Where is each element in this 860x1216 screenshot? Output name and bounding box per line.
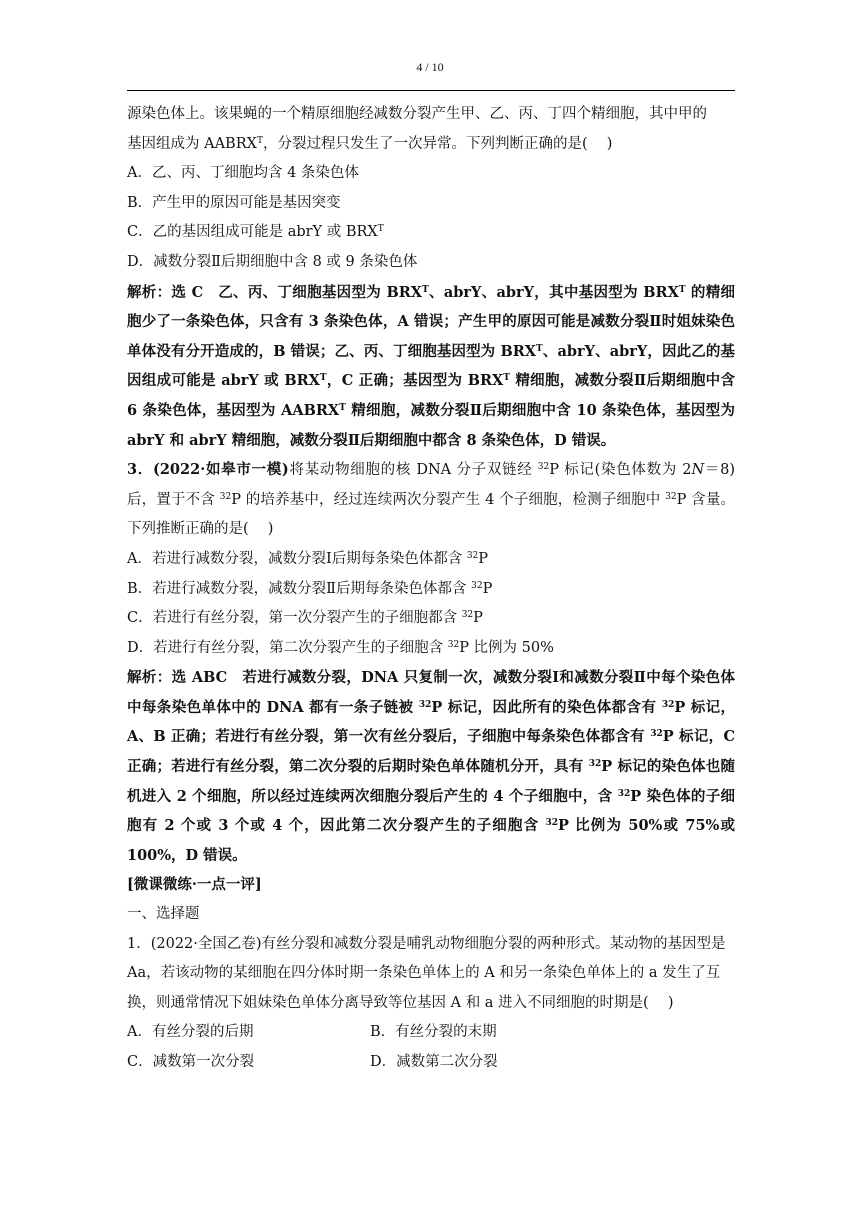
- q3-source: (2022·如皋市一模): [152, 461, 289, 479]
- explanation-label: 解析：: [127, 283, 172, 301]
- header-rule: [127, 90, 735, 91]
- answer: 选 ABC: [171, 669, 243, 687]
- q1-options-row2: [127, 1048, 735, 1078]
- q3-explanation: 解析：选 ABC 若进行减数分裂，DNA 只复制一次，减数分裂Ⅰ和减数分裂Ⅱ中每个染色体中每条染色单体中的 DNA 都有一条子链被 $^{32}$P 标记，因此所有的染色体都含有 $^{32}$P 标记，A、B 正确；若进行有丝分裂，第一次有丝分裂后，子细胞中每条染色体都含有 $^{32}$P 标记，C 正确；若进行有丝分裂，第二次分裂的后期时染色单体随机分开，具有 $^{32}$P 标记的染色体也随机进入 2 个细胞，所以经过连续两次细胞分裂后产生的 4 个子细胞中，含 $^{32}$P 染色体的子细胞有 2 个或 3 个或 4 个，因此第二次分裂产生的子细胞含 $^{32}$P 比例为 50%或 75%或 100%，D 错误。: [127, 669, 736, 864]
- q1-stem-line2: Aa，若该动物的某细胞在四分体时期一条染色单体上的 A 和另一条染色单体上的 a 发生了互: [127, 965, 721, 982]
- q1-stem-line1: 1．(2022·全国乙卷)有丝分裂和减数分裂是哺乳动物细胞分裂的两种形式。某动物的基因型是: [127, 935, 726, 952]
- page-content: [127, 100, 735, 1078]
- q3-stem: 3．(2022·如皋市一模)将某动物细胞的核 DNA 分子双链经 $^{32}$P 标记(染色体数为 2N＝8)后，置于不含 $^{32}$P 的培养基中，经过连续两次分裂产生 4 个子细胞，检测子细胞中 $^{32}$P 含量。下列推断正确的是( ): [127, 461, 736, 538]
- answer: 选 C: [171, 283, 219, 301]
- q2-option-d: D．减数分裂Ⅱ后期细胞中含 8 或 9 条染色体: [127, 253, 418, 270]
- q3-option-a: A．若进行减数分裂，减数分裂Ⅰ后期每条染色体都含 $^{32}$P: [127, 550, 489, 567]
- q3-option-c: C．若进行有丝分裂，第一次分裂产生的子细胞都含 $^{32}$P: [127, 610, 483, 627]
- q2-option-c: C．乙的基因组成可能是 abrY 或 $BRX^T$: [127, 224, 384, 241]
- q1-options-row1: [127, 1018, 735, 1048]
- section-subheading: 一、选择题: [127, 906, 200, 923]
- q2-option-b: B．产生甲的原因可能是基因突变: [127, 194, 341, 211]
- explanation-label: 解析：: [127, 669, 172, 687]
- q1-option-d: D．减数第二次分裂: [370, 1054, 498, 1070]
- q1-option-c: C．减数第一次分裂: [127, 1054, 255, 1070]
- q2-option-a: A．乙、丙、丁细胞均含 4 条染色体: [127, 165, 359, 182]
- q3-option-d: D．若进行有丝分裂，第二次分裂产生的子细胞含 $^{32}$P 比例为 50%: [127, 639, 554, 656]
- q2-explanation: 解析：选 C 乙、丙、丁细胞基因型为 $BRX^T$、abrY、abrY，其中基因型为 $BRX^T$ 的精细胞少了一条染色体，只含有 3 条染色体，A 错误；产生甲的原因可能是减数分裂Ⅱ时姐妹染色单体没有分开造成的，B 错误；乙、丙、丁细胞基因型为 $BRX^T$、abrY、abrY，因此乙的基因组成可能是 abrY 或 $BRX^T$，C 正确；基因型为 $BRX^T$ 精细胞，减数分裂Ⅱ后期细胞中含 6 条染色体，基因型为 $AABRX^T$ 精细胞，减数分裂Ⅱ后期细胞中含 10 条染色体，基因型为 abrY 和 abrY 精细胞，减数分裂Ⅱ后期细胞中都含 8 条染色体，D 错误。: [127, 283, 736, 449]
- section-heading: [微课微练·一点一评]: [127, 876, 262, 894]
- q2-stem-line2: 基因组成为 $AABRX^T$，分裂过程只发生了一次异常。下列判断正确的是( ): [127, 135, 613, 152]
- q3-option-b: B．若进行减数分裂，减数分裂Ⅱ后期每条染色体都含 $^{32}$P: [127, 580, 493, 597]
- q1-stem-line3: 换，则通常情况下姐妹染色单体分离导致等位基因 A 和 a 进入不同细胞的时期是( ): [127, 994, 674, 1011]
- page-number: 4 / 10: [416, 60, 444, 74]
- q2-stem-line1: 源染色体上。该果蝇的一个精原细胞经减数分裂产生甲、乙、丙、丁四个精细胞，其中甲的: [127, 106, 707, 122]
- q1-option-b: B．有丝分裂的末期: [370, 1024, 497, 1041]
- q1-option-a: A．有丝分裂的后期: [127, 1024, 254, 1041]
